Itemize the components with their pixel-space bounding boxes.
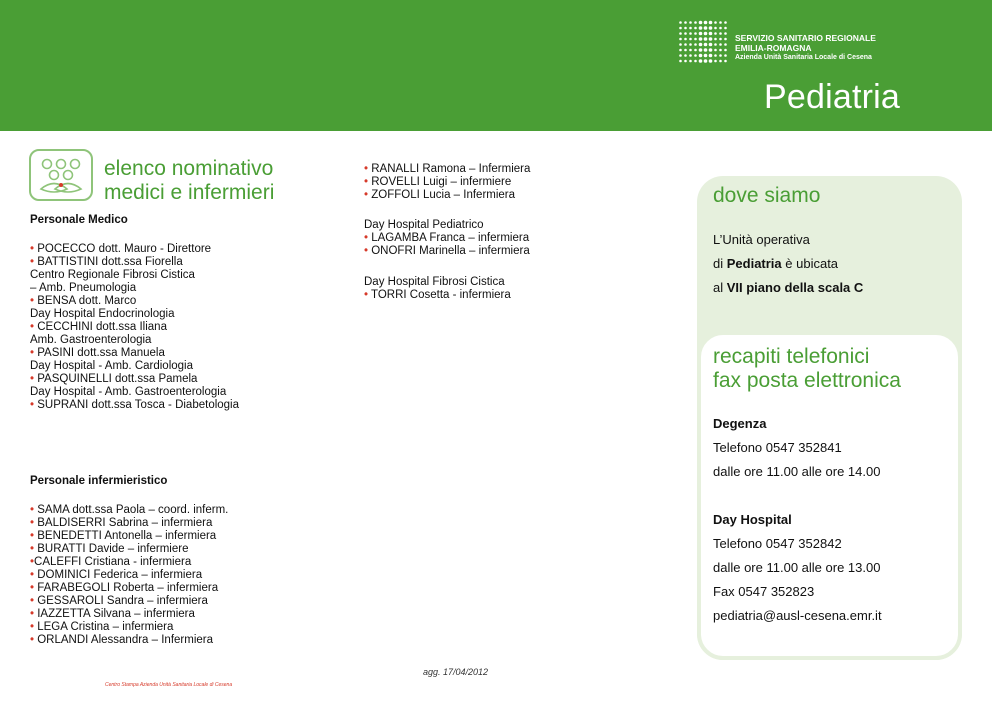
logo-dot [724, 43, 727, 46]
logo-dot [679, 49, 682, 52]
logo-dot [689, 43, 692, 46]
logo-dot [699, 59, 703, 63]
bullet-icon: • [30, 399, 38, 411]
list-item-detail: Day Hospital - Amb. Cardiologia [30, 360, 193, 372]
logo-dot [724, 49, 727, 52]
logo-dot [719, 49, 722, 52]
dh-fibrosi-list [364, 289, 511, 302]
logo-dot [684, 32, 687, 35]
location-line1: L’Unità operativa [713, 232, 810, 247]
logo-dot [699, 43, 703, 47]
logo-dot [694, 21, 697, 24]
list-item [364, 245, 530, 258]
logo-dot [694, 43, 697, 46]
org-name [735, 33, 876, 63]
logo-dot [719, 32, 722, 35]
list-item-text: PASINI dott.ssa Manuela [37, 347, 165, 359]
dot-grid-logo-icon [678, 20, 728, 64]
logo-dot [714, 43, 717, 46]
list-item [30, 399, 239, 412]
logo-dot [679, 32, 682, 35]
logo-dot [709, 32, 713, 36]
logo-dot [704, 32, 708, 36]
list-item [364, 232, 530, 245]
logo-dot [679, 27, 682, 30]
logo-dot [719, 27, 722, 30]
list-item [30, 347, 239, 373]
logo-dot [684, 38, 687, 41]
logo-dot [689, 49, 692, 52]
bullet-icon: • [30, 295, 38, 307]
logo-dot [709, 54, 713, 58]
list-item-text: BALDISERRI Sabrina – infermiera [37, 517, 213, 529]
bullet-icon: • [30, 608, 38, 620]
header-banner [0, 0, 992, 131]
logo-dot [699, 48, 703, 52]
bullet-icon: • [30, 634, 38, 646]
logo-dot [694, 60, 697, 63]
logo-dot [684, 27, 687, 30]
fax-number: Fax 0547 352823 [713, 584, 815, 599]
degenza-contacts [713, 412, 880, 484]
list-item [30, 243, 239, 256]
list-item-text: FARABEGOLI Roberta – infermiera [37, 582, 219, 594]
logo-dot [714, 54, 717, 57]
logo-dot [724, 21, 727, 24]
print-credit: Centro Stampa Azienda Unità Sanitaria Locale di Cesena [105, 682, 233, 688]
list-item-text: CECCHINI dott.ssa Iliana [37, 321, 167, 333]
list-item-text: TORRI Cosetta - infermiera [371, 289, 511, 301]
location-line2-pre: di [713, 256, 727, 271]
logo-dot [724, 60, 727, 63]
list-item-text: LAGAMBA Franca – infermiera [371, 232, 530, 244]
bullet-icon: • [30, 582, 38, 594]
elenco-heading-line2: medici e infermieri [104, 181, 275, 204]
bullet-icon: • [30, 556, 35, 568]
logo-dot [704, 26, 708, 30]
bullet-icon: • [364, 245, 372, 257]
list-item-detail: – Amb. Pneumologia [30, 282, 137, 294]
logo-dot [709, 48, 713, 52]
logo-dot [719, 43, 722, 46]
day-hospital-title: Day Hospital [713, 512, 792, 527]
list-item [30, 504, 228, 517]
list-item-text: ZOFFOLI Lucia – Infermiera [371, 189, 516, 201]
list-item-text: POCECCO dott. Mauro - Direttore [37, 243, 212, 255]
location-unit-name: Pediatria [726, 256, 782, 271]
logo-dot [724, 38, 727, 41]
list-item-detail: Day Hospital Endocrinologia [30, 308, 175, 320]
elenco-heading-line1: elenco nominativo [104, 157, 274, 180]
logo-dot [709, 26, 713, 30]
org-line2: EMILIA-ROMAGNA [735, 43, 812, 53]
dove-heading: dove siamo [713, 184, 821, 207]
logo-dot [684, 60, 687, 63]
logo-dot [714, 21, 717, 24]
bullet-icon: • [364, 189, 372, 201]
logo-dot [689, 27, 692, 30]
org-logo [678, 20, 918, 70]
logo-dot [704, 54, 708, 58]
list-item [364, 189, 530, 202]
location-text [713, 228, 863, 300]
bullet-icon: • [30, 504, 38, 516]
logo-dot [679, 54, 682, 57]
list-item-text: LEGA Cristina – infermiera [37, 621, 174, 633]
logo-dot [699, 21, 703, 25]
list-item-text: SAMA dott.ssa Paola – coord. inferm. [37, 504, 229, 516]
list-item-text: ROVELLI Luigi – infermiere [371, 176, 512, 188]
logo-dot [679, 38, 682, 41]
infermieri-section-title: Personale infermieristico [30, 475, 168, 487]
elenco-heading [104, 157, 274, 205]
degenza-hours: dalle ore 11.00 alle ore 14.00 [713, 464, 881, 479]
org-line3: Azienda Unità Sanitaria Locale di Cesena [735, 54, 872, 61]
dh-fibrosi-title: Day Hospital Fibrosi Cistica [364, 276, 505, 288]
logo-dot [694, 49, 697, 52]
bullet-icon: • [30, 517, 38, 529]
list-item [30, 321, 239, 347]
bullet-icon: • [30, 256, 38, 268]
update-date: agg. 17/04/2012 [423, 667, 489, 677]
logo-dot [679, 21, 682, 24]
logo-dot [694, 32, 697, 35]
degenza-phone: Telefono 0547 352841 [713, 440, 842, 455]
people-group-icon [29, 149, 93, 201]
list-item-text: PASQUINELLI dott.ssa Pamela [37, 373, 198, 385]
list-item [364, 176, 530, 189]
people-group-svg [31, 151, 91, 199]
logo-dot [679, 43, 682, 46]
list-item [30, 634, 228, 647]
dh-pediatrico-list [364, 232, 530, 258]
logo-dot [684, 49, 687, 52]
location-floor: VII piano della scala C [726, 280, 864, 295]
list-item-text: ORLANDI Alessandra – Infermiera [37, 634, 214, 646]
logo-dot [689, 38, 692, 41]
medici-list [30, 243, 239, 412]
bullet-icon: • [30, 595, 38, 607]
list-item [30, 595, 228, 608]
list-item-text: RANALLI Ramona – Infermiera [371, 163, 531, 175]
logo-dot [689, 60, 692, 63]
bullet-icon: • [364, 176, 372, 188]
logo-dot [709, 21, 713, 25]
list-item-text: BATTISTINI dott.ssa Fiorella [37, 256, 183, 268]
bullet-icon: • [30, 321, 38, 333]
middle-staff-list [364, 163, 530, 202]
logo-dot [714, 49, 717, 52]
logo-dot [714, 32, 717, 35]
day-hospital-contacts [713, 508, 882, 628]
logo-dot [689, 54, 692, 57]
list-item-text: GESSAROLI Sandra – infermiera [37, 595, 208, 607]
list-item [30, 621, 228, 634]
day-hospital-phone: Telefono 0547 352842 [713, 536, 842, 551]
org-line1: SERVIZIO SANITARIO REGIONALE [735, 33, 876, 43]
logo-dot [694, 38, 697, 41]
logo-dot [719, 54, 722, 57]
logo-dot [719, 38, 722, 41]
location-line3-pre: al [713, 280, 727, 295]
degenza-title: Degenza [713, 416, 767, 431]
bullet-icon: • [30, 347, 38, 359]
bullet-icon: • [30, 543, 38, 555]
logo-dot [694, 27, 697, 30]
day-hospital-hours: dalle ore 11.00 alle ore 13.00 [713, 560, 881, 575]
list-item [364, 163, 530, 176]
list-item-detail: Amb. Gastroenterologia [30, 334, 152, 346]
logo-dot [704, 48, 708, 52]
logo-dot [699, 54, 703, 58]
list-item [30, 256, 239, 295]
logo-dot [704, 37, 708, 41]
bullet-icon: • [364, 289, 372, 301]
list-item [364, 289, 511, 302]
list-item [30, 543, 228, 556]
logo-dot [689, 32, 692, 35]
bullet-icon: • [30, 621, 38, 633]
logo-dot [694, 54, 697, 57]
recapiti-heading-line1: recapiti telefonici [713, 345, 870, 368]
logo-dot [724, 32, 727, 35]
logo-dot [699, 32, 703, 36]
list-item-text: ONOFRI Marinella – infermiera [371, 245, 530, 257]
logo-dot [699, 37, 703, 41]
bullet-icon: • [30, 530, 38, 542]
logo-dot [719, 60, 722, 63]
list-item-detail: Day Hospital - Amb. Gastroenterologia [30, 386, 227, 398]
logo-dot [684, 21, 687, 24]
logo-dot [714, 60, 717, 63]
logo-dot [714, 27, 717, 30]
logo-dot [704, 59, 708, 63]
location-line2-post: è ubicata [781, 256, 839, 271]
list-item-text: SUPRANI dott.ssa Tosca - Diabetologia [37, 399, 240, 411]
infermieri-list [30, 504, 228, 647]
logo-dot [689, 21, 692, 24]
recapiti-heading-line2: fax posta elettronica [713, 369, 901, 392]
logo-dot [684, 54, 687, 57]
logo-dot [719, 21, 722, 24]
logo-dot [724, 54, 727, 57]
list-item-text: DOMINICI Federica – infermiera [37, 569, 203, 581]
bullet-icon: • [30, 373, 38, 385]
list-item-detail: Centro Regionale Fibrosi Cistica [30, 269, 195, 281]
logo-dot [699, 26, 703, 30]
list-item-text: CALEFFI Cristiana - infermiera [34, 556, 192, 568]
logo-dot [679, 60, 682, 63]
list-item [30, 530, 228, 543]
medici-section-title: Personale Medico [30, 214, 128, 226]
list-item-text: BENEDETTI Antonella – infermiera [37, 530, 217, 542]
list-item [30, 556, 228, 569]
dh-pediatrico-title: Day Hospital Pediatrico [364, 219, 484, 231]
bullet-icon: • [364, 163, 372, 175]
logo-dot [709, 43, 713, 47]
logo-dot [709, 59, 713, 63]
list-item [30, 608, 228, 621]
list-item [30, 295, 239, 321]
logo-dot [714, 38, 717, 41]
email-address: pediatria@ausl-cesena.emr.it [713, 608, 882, 623]
list-item-text: BENSA dott. Marco [37, 295, 137, 307]
recapiti-heading [713, 345, 901, 393]
list-item-text: BURATTI Davide – infermiere [37, 543, 189, 555]
logo-dot [709, 37, 713, 41]
logo-dot [704, 43, 708, 47]
bullet-icon: • [364, 232, 372, 244]
list-item [30, 373, 239, 399]
page-title: Pediatria [764, 78, 900, 116]
location-line3 [713, 276, 863, 300]
list-item [30, 569, 228, 582]
list-item [30, 517, 228, 530]
list-item-text: IAZZETTA Silvana – infermiera [37, 608, 195, 620]
bullet-icon: • [30, 243, 38, 255]
logo-dot [684, 43, 687, 46]
logo-dot [704, 21, 708, 25]
bullet-icon: • [30, 569, 38, 581]
logo-dot [724, 27, 727, 30]
location-line2 [713, 252, 863, 276]
list-item [30, 582, 228, 595]
